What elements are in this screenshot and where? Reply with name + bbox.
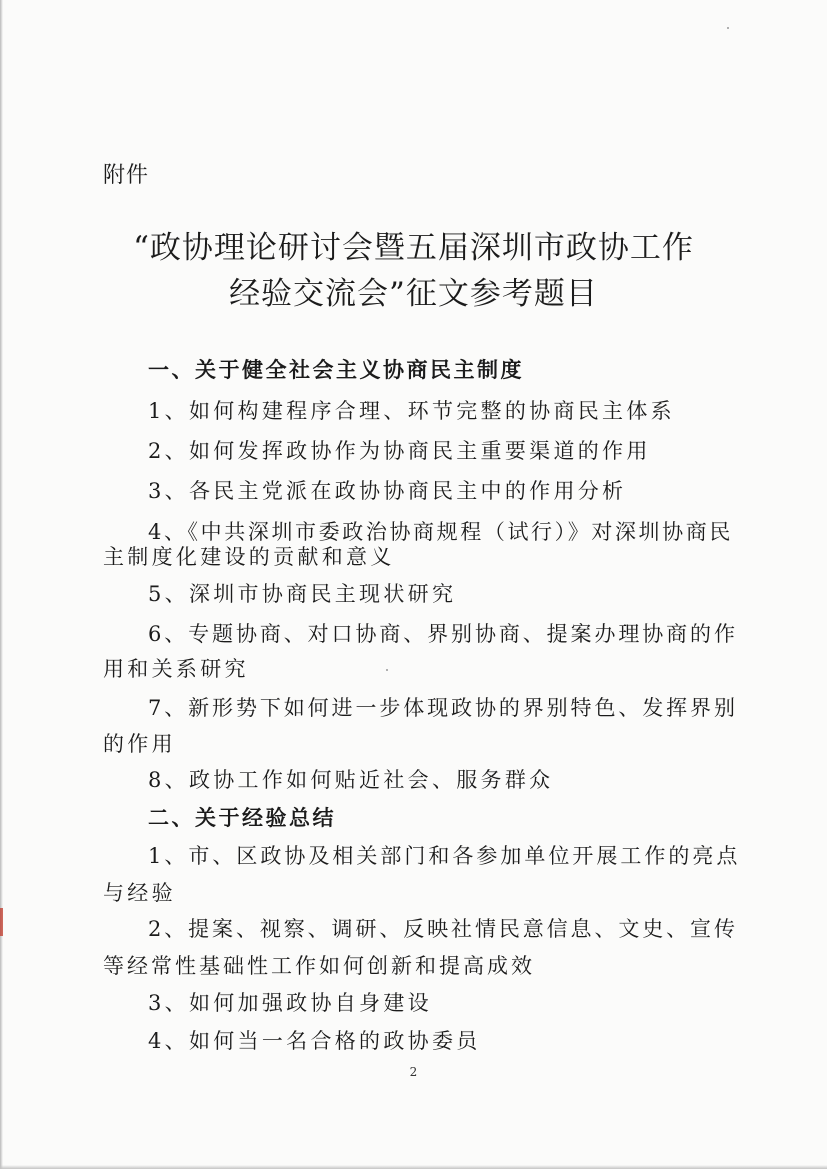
document-title-line-2: 经验交流会”征文参考题目	[229, 276, 598, 312]
list-item: 5、深圳市协商民主现状研究	[148, 582, 457, 606]
list-item: 2、如何发挥政协作为协商民主重要渠道的作用	[148, 439, 651, 463]
list-item: 3、如何加强政协自身建设	[148, 991, 432, 1015]
list-item: 4、如何当一名合格的政协委员	[148, 1029, 481, 1053]
scan-speck	[386, 669, 388, 671]
list-item-continuation: 与经验	[103, 881, 176, 905]
list-item: 7、新形势下如何进一步体现政协的界别特色、发挥界别	[148, 696, 738, 720]
list-item: 1、市、区政协及相关部门和各参加单位开展工作的亮点	[148, 844, 741, 868]
section-heading-1: 一、关于健全社会主义协商民主制度	[148, 358, 524, 382]
list-item: 1、如何构建程序合理、环节完整的协商民主体系	[148, 399, 675, 423]
list-item: 6、专题协商、对口协商、界别协商、提案办理协商的作	[148, 622, 738, 646]
list-item: 2、提案、视察、调研、反映社情民意信息、文史、宣传	[148, 917, 738, 941]
list-item: 4、《中共深圳市委政治协商规程（试行）》对深圳协商民	[148, 520, 733, 544]
list-item-continuation: 等经常性基础性工作如何创新和提高成效	[103, 954, 535, 978]
list-item-continuation: 主制度化建设的贡献和意义	[103, 545, 395, 569]
list-item-continuation: 用和关系研究	[103, 657, 249, 681]
list-item: 3、各民主党派在政协协商民主中的作用分析	[148, 479, 627, 503]
attachment-label: 附件	[103, 163, 150, 188]
scan-edge-bottom	[0, 1165, 827, 1169]
list-item: 8、政协工作如何贴近社会、服务群众	[148, 768, 554, 792]
scan-speck	[727, 27, 729, 29]
page-number: 2	[409, 1065, 418, 1079]
section-heading-2: 二、关于经验总结	[148, 806, 336, 830]
list-item-continuation: 的作用	[103, 732, 176, 756]
document-title-line-1: “政协理论研讨会暨五届深圳市政协工作	[133, 230, 694, 266]
binding-mark	[0, 908, 3, 936]
scan-edge-left	[0, 0, 3, 1169]
